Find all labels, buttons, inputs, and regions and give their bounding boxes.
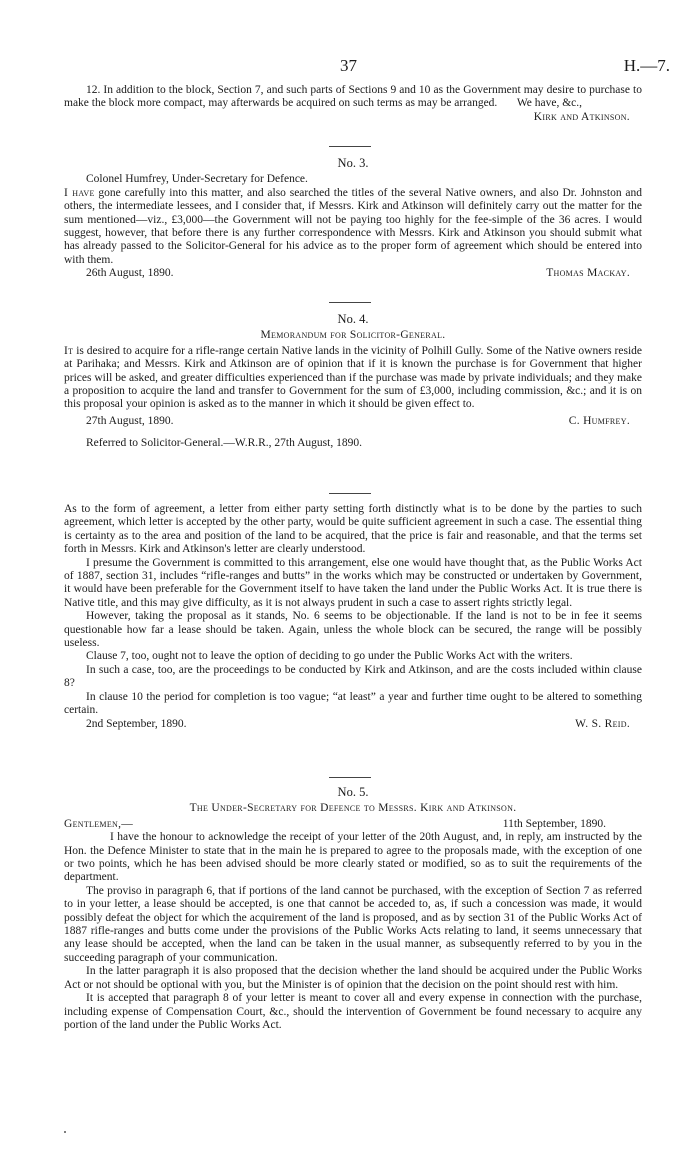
letter-no-3: [64, 157, 642, 281]
section-12-text: 12. In addition to the block, Section 7, and such parts of Sections 9 and 10 as the Government may desire to purchase to make the block more compact, may afterwards be acquired on such terms as may be arranged.: [64, 84, 642, 110]
letter-no-5-paragraph-4: It is accepted that paragraph 8 of your letter is meant to cover all and every expense in connection with the purchase, including expense of Compensation Court, &c., should the intervention of Government be found necessary to acquire any portion of the land under the Public Works Act.: [64, 992, 642, 1031]
letter-no-5-paragraph-2: The proviso in paragraph 6, that if portions of the land cannot be purchased, with the exception of Section 7 as referred to in your letter, a lease should be accepted, is one that cannot be acceded to, as, if such a concession was made, it would possibly defeat the object for which the acquirement of the land is proposed, and as by section 31 of the Public Works Act of 1887 rifle-ranges and butts come under the provisions of the Public Works Acts relating to land, it seems unnecessary that any lease should be accepted, when the land can be taken in the usual manner, as subsequently referred to by you in the succeeding paragraph of your communication.: [64, 884, 642, 964]
letter-no-3-addressee: Colonel Humfrey, Under-Secretary for Defence.: [86, 173, 308, 186]
memo-no-4-subheading: Memorandum for Solicitor-General.: [260, 329, 446, 342]
memo-no-4-signature: C. Humfrey.: [568, 414, 630, 427]
divider: [329, 777, 371, 778]
section-12: [64, 84, 642, 124]
memo-no-4: [64, 313, 642, 451]
page-number: 37: [340, 56, 357, 75]
divider: [329, 146, 371, 147]
letter-no-3-date: 26th August, 1890.: [86, 267, 174, 280]
opinion-paragraph-5: In such a case, too, are the proceedings to be conducted by Kirk and Atkinson, and are the costs included within clause 8?: [64, 663, 642, 690]
opinion-paragraph-1: As to the form of agreement, a letter from either party setting forth distinctly what is to be done by the parties to such agreement, which letter is accepted by the other party, would be quite sufficient agreement in such a case. The essential thing is certainty as to the area and position of the land to be acquired, that the price is fair and reasonable, and that the terms set forth in Messrs. Kirk and Atkinson's letter are clearly understood.: [64, 503, 642, 556]
letter-no-3-lead: I have: [64, 186, 95, 199]
letter-no-3-signature: Thomas Mackay.: [546, 267, 630, 280]
memo-no-4-text: is desired to acquire for a rifle-range certain Native lands in the vicinity of Polhill Gully. Some of the Native owners reside at Parihaka; and Messrs. Kirk and Atkinson are of opinion that if it is known the purchase is for Government that higher prices will be asked, and greater difficulties experienced than if the purchase was made by private individuals; and they make a proposition to acquire the land and transfer to Government for the sum of £3,000, including commission, &c.; and it is on this proposal your opinion is asked as to the manner in which it should be given effect to.: [64, 344, 642, 411]
letter-no-5-paragraph-3: In the latter paragraph it is also proposed that the decision whether the land should be acquired under the Public Works Act or not should be optional with you, but the Minister is of opinion that the decision on the point should rest with him.: [64, 965, 642, 991]
opinion-paragraph-6: In clause 10 the period for completion is too vague; “at least” a year and further time ought to be altered to something certain.: [64, 690, 642, 717]
opinion-paragraph-3: However, taking the proposal as it stands, No. 6 seems to be objectionable. If the land is not to be in fee it seems questionable how far a lease should be taken. Again, unless the whole block can be secured, the range will be possibly useless.: [64, 610, 642, 650]
memo-no-4-body: [64, 345, 642, 412]
letter-no-5-salutation: Gentlemen,—: [64, 817, 134, 830]
solicitor-general-opinion: [64, 503, 642, 731]
letter-no-5: [64, 786, 642, 1032]
letter-no-5-subheading: The Under-Secretary for Defence to Messrs. Kirk and Atkinson.: [189, 802, 517, 815]
letter-no-5-date: 11th September, 1890.: [502, 817, 606, 830]
section-12-closing: We have, &c.,: [516, 97, 582, 110]
memo-no-4-date: 27th August, 1890.: [86, 414, 174, 427]
section-12-signature: Kirk and Atkinson.: [533, 110, 630, 123]
opinion-date: 2nd September, 1890.: [86, 717, 187, 730]
letter-no-5-header: [64, 818, 642, 831]
opinion-signature: W. S. Reid.: [575, 717, 630, 730]
letter-no-5-paragraph-1: I have the honour to acknowledge the receipt of your letter of the 20th August, and, in reply, am instructed by the Hon. the Defence Minister to state that in the main he is prepared to agree to the proposals made, with the exception of one or two points, which he has been advised should be more clearly stated or modified, so as to suit the requirements of the department.: [64, 831, 642, 884]
opinion-paragraph-2: I presume the Government is committed to this arrangement, else one would have thought that, as the Public Works Act of 1887, section 31, includes “rifle-ranges and butts” in the works which may be constructed or undertaken by Government, it would have been preferable for the Government itself to have taken the land under the Public Works Act. It is true there is Native title, and this may give difficulty, as it is not always prudent in such a case to assert rights strictly legal.: [64, 556, 642, 609]
letter-no-3-footer: [64, 267, 642, 280]
letter-no-3-text: gone carefully into this matter, and also searched the titles of the several Native owners, and also Dr. Johnston and others, the intermediate lessees, and I consider that, if Messrs. Kirk and Atkinson will definitely carry out the matter for the sum mentioned—viz., £3,000—the Government will not be paying too highly for the fee-simple of the 36 acres. I would suggest, however, that before there is any further correspondence with Messrs. Kirk and Atkinson you should submit what has already passed to the Solicitor-General for his advice as to the proper form of agreement which should be entered into with them.: [64, 186, 642, 266]
memo-no-4-footer: [64, 415, 642, 428]
opinion-footer: [64, 718, 642, 731]
letter-no-3-body: [64, 187, 642, 267]
letter-no-5-heading: No. 5.: [337, 785, 369, 799]
memo-no-4-heading: No. 4.: [337, 312, 369, 326]
opinion-paragraph-4: Clause 7, too, ought not to leave the option of deciding to go under the Public Works Act with the writers.: [86, 650, 573, 663]
memo-no-4-lead: It: [64, 344, 74, 357]
print-speck: [64, 1131, 66, 1133]
document-reference: H.—7.: [623, 56, 670, 75]
memo-no-4-referral: Referred to Solicitor-General.—W.R.R., 27th August, 1890.: [86, 437, 362, 450]
letter-no-3-heading: No. 3.: [337, 156, 369, 170]
divider: [329, 302, 371, 303]
divider: [329, 493, 371, 494]
